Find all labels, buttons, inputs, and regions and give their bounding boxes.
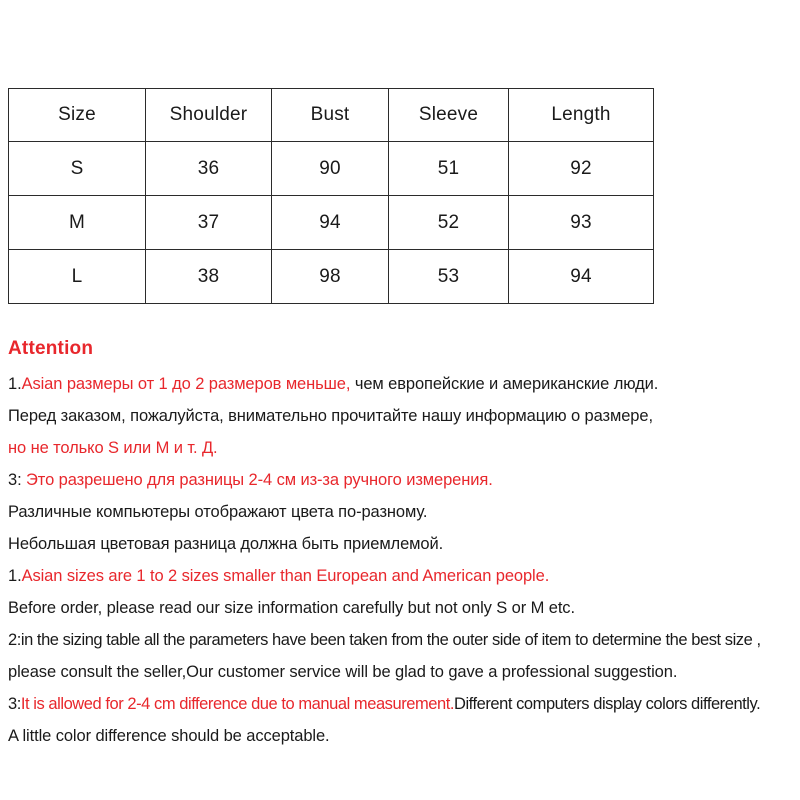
- cell-length: 94: [509, 250, 654, 304]
- column-header-bust: Bust: [272, 89, 389, 142]
- cell-shoulder: 37: [146, 196, 272, 250]
- note-segment: 3:: [8, 695, 21, 713]
- size-table-header: [9, 89, 654, 142]
- cell-size: L: [9, 250, 146, 304]
- note-segment: Небольшая цветовая разница должна быть приемлемой.: [8, 535, 444, 553]
- cell-bust: 98: [272, 250, 389, 304]
- attention-note-en-3: [8, 624, 798, 656]
- attention-note-en-6: [8, 720, 798, 752]
- size-table: [8, 88, 654, 304]
- attention-note-ru-4: [8, 464, 798, 496]
- note-segment: 1.: [8, 375, 22, 393]
- note-segment: 2:in the sizing table all the parameters have been taken from the outer side of item to determine the best size ,: [8, 631, 761, 649]
- note-segment: 1.: [8, 567, 22, 585]
- attention-heading: Attention: [8, 338, 94, 359]
- note-segment: Different computers display colors differently.: [453, 695, 761, 713]
- size-table-container: [8, 88, 653, 304]
- note-segment: Это разрешено для разницы 2-4 см из-за ручного измерения.: [26, 471, 493, 489]
- attention-note-ru-2: [8, 400, 798, 432]
- table-header-row: [9, 89, 654, 142]
- attention-notes-list: [8, 368, 798, 752]
- cell-bust: 94: [272, 196, 389, 250]
- attention-note-ru-5: [8, 496, 798, 528]
- table-row: [9, 196, 654, 250]
- cell-sleeve: 53: [389, 250, 509, 304]
- attention-section: [8, 336, 798, 752]
- note-segment: Asian sizes are 1 to 2 sizes smaller than European and American people.: [21, 567, 550, 585]
- attention-note-en-1: [8, 560, 798, 592]
- cell-sleeve: 52: [389, 196, 509, 250]
- cell-size: S: [9, 142, 146, 196]
- note-segment: please consult the seller,Our customer service will be glad to gave a professional suggestion.: [8, 663, 678, 681]
- cell-shoulder: 38: [146, 250, 272, 304]
- attention-note-en-2: [8, 592, 798, 624]
- note-segment: 3:: [8, 471, 27, 489]
- attention-note-en-4: [8, 656, 798, 688]
- size-table-body: [9, 142, 654, 304]
- table-row: [9, 142, 654, 196]
- cell-length: 92: [509, 142, 654, 196]
- column-header-size: Size: [9, 89, 146, 142]
- note-segment: но не только S или М и т. Д.: [8, 439, 218, 457]
- note-segment: Asian размеры от 1 до 2 размеров меньше,: [21, 375, 351, 393]
- attention-note-ru-1: [8, 368, 798, 400]
- note-segment: Различные компьютеры отображают цвета по-разному.: [8, 503, 428, 521]
- attention-note-ru-6: [8, 528, 798, 560]
- note-segment: It is allowed for 2-4 cm difference due to manual measurement.: [20, 695, 454, 713]
- note-segment: Before order, please read our size information carefully but not only S or M etc.: [8, 599, 575, 617]
- column-header-shoulder: Shoulder: [146, 89, 272, 142]
- table-row: [9, 250, 654, 304]
- cell-bust: 90: [272, 142, 389, 196]
- cell-sleeve: 51: [389, 142, 509, 196]
- cell-shoulder: 36: [146, 142, 272, 196]
- attention-note-en-5: [8, 688, 798, 720]
- note-segment: A little color difference should be acceptable.: [8, 727, 330, 745]
- note-segment: чем европейские и американские люди.: [350, 375, 659, 393]
- cell-length: 93: [509, 196, 654, 250]
- attention-note-ru-3: [8, 432, 798, 464]
- cell-size: M: [9, 196, 146, 250]
- note-segment: Перед заказом, пожалуйста, внимательно прочитайте нашу информацию о размере,: [8, 407, 653, 425]
- column-header-length: Length: [509, 89, 654, 142]
- column-header-sleeve: Sleeve: [389, 89, 509, 142]
